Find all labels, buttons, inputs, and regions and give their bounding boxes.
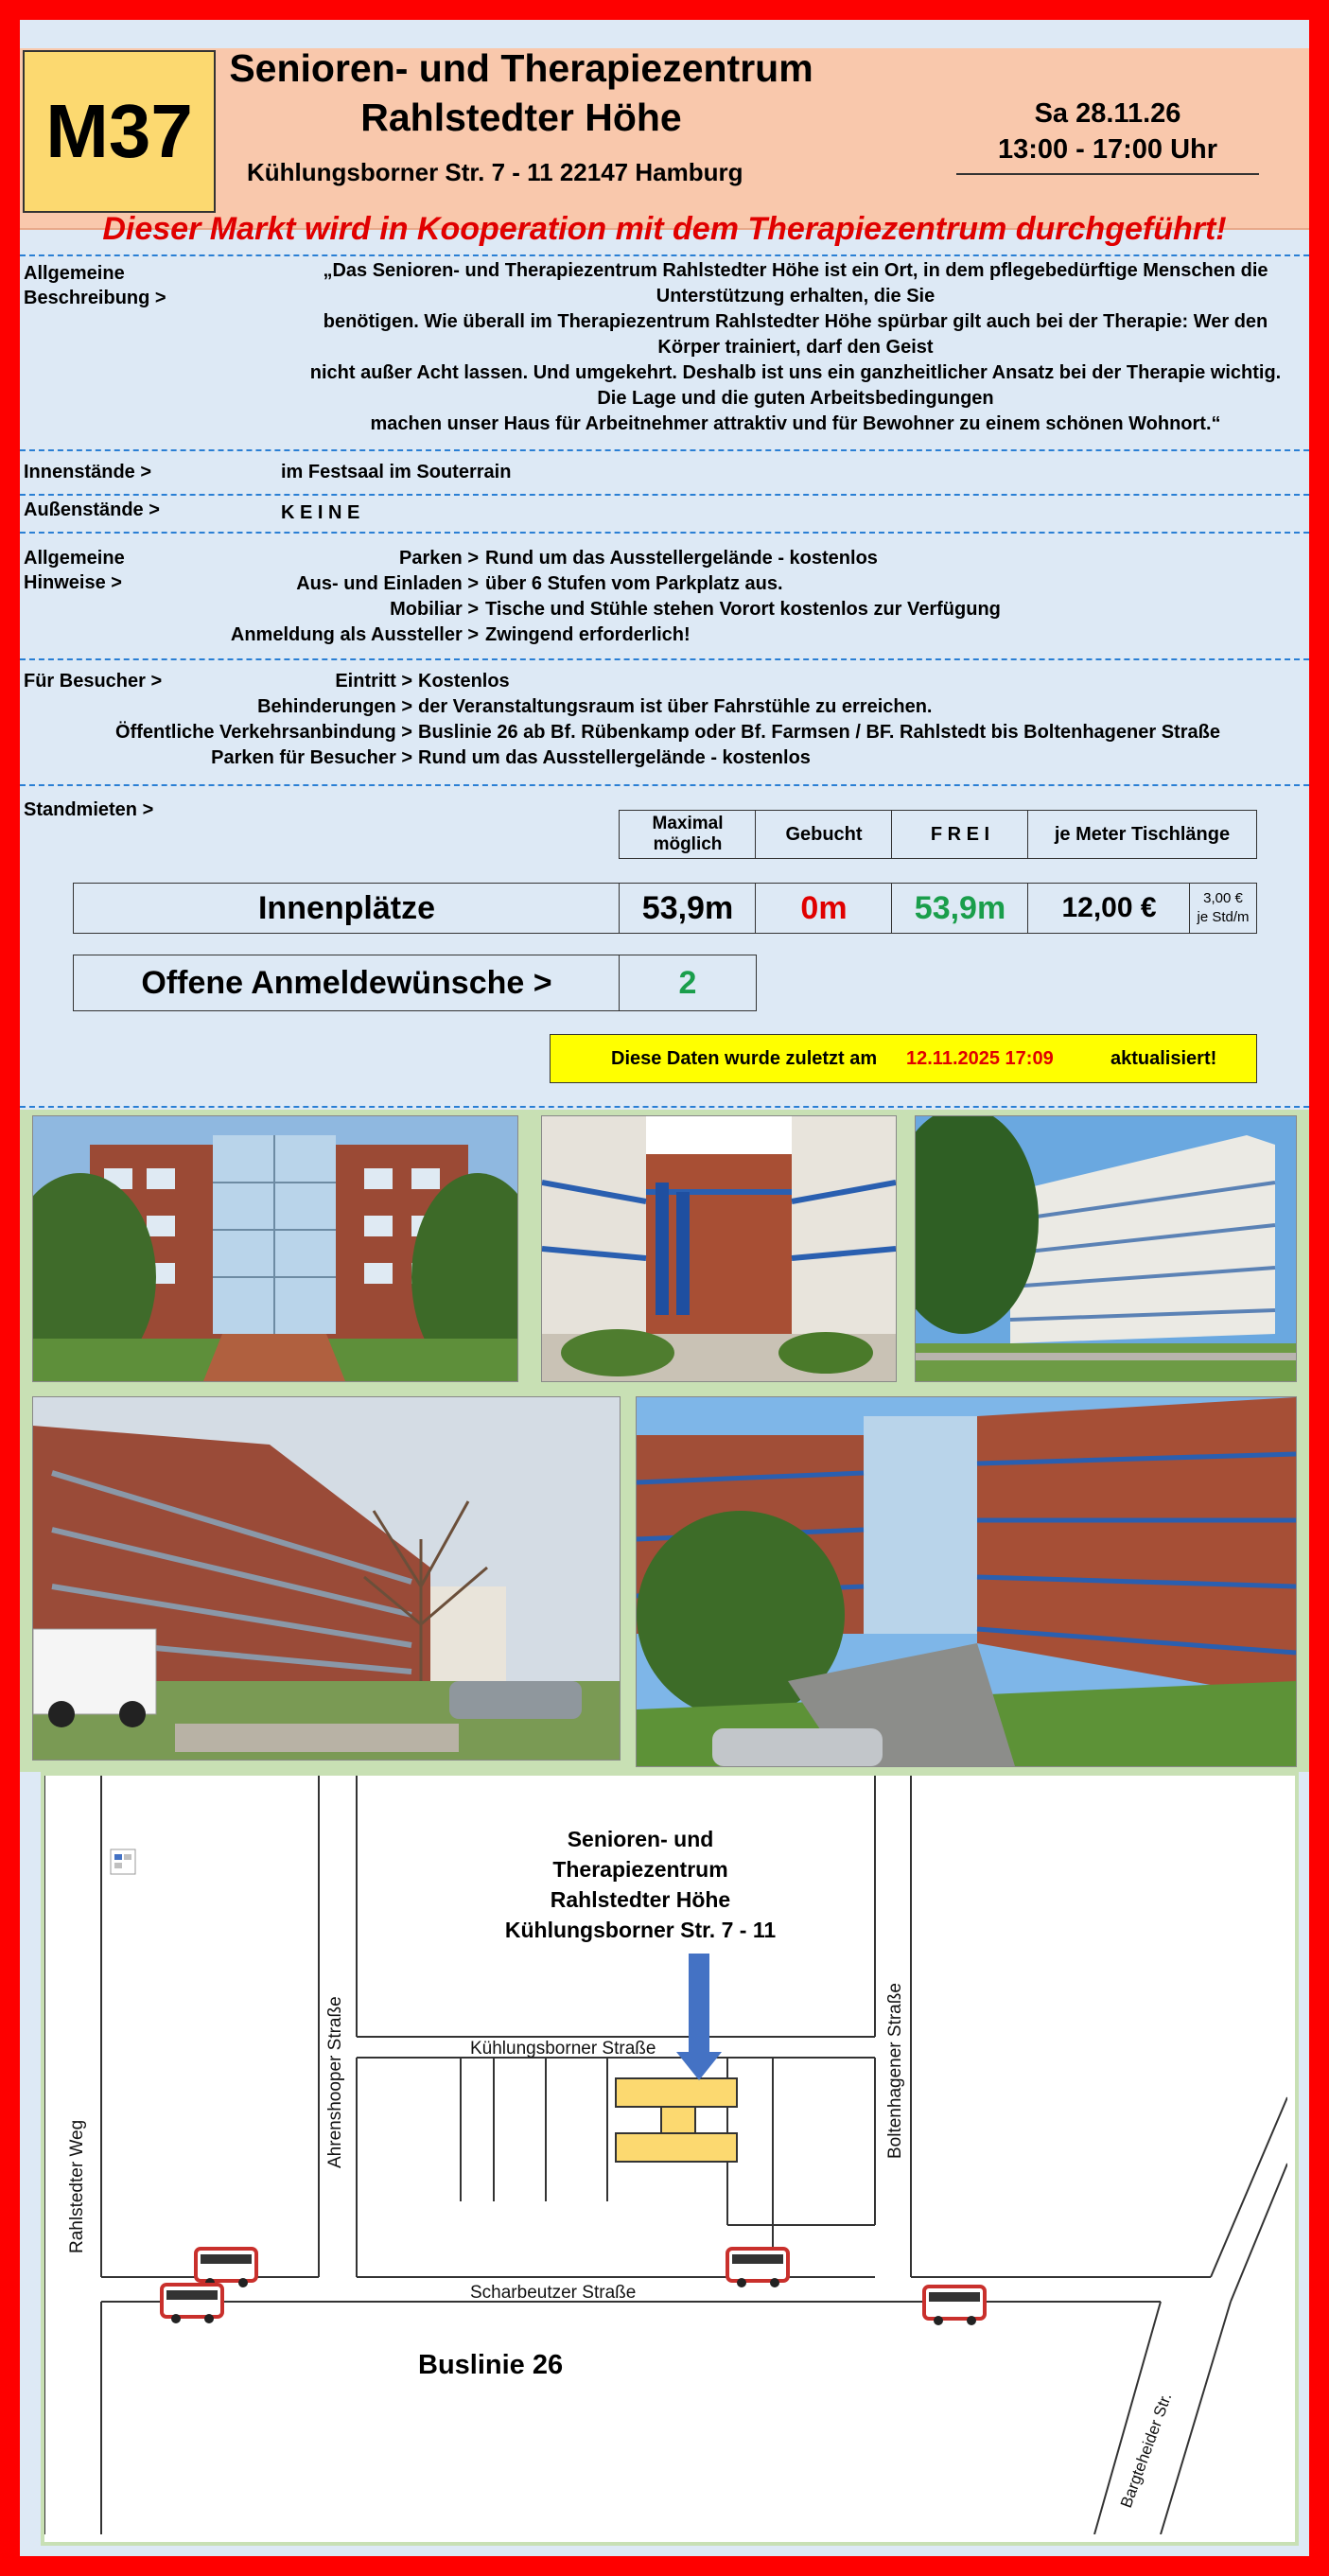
besucher-label: Für Besucher >	[24, 671, 163, 692]
date-box	[956, 96, 1259, 175]
location-map	[41, 1772, 1299, 2546]
row-label-innenplaetze: Innenplätze	[73, 883, 621, 934]
market-badge: M37	[23, 50, 216, 213]
bus-icon	[924, 2287, 985, 2325]
market-sheet	[20, 20, 1309, 2556]
standmieten-label: Standmieten >	[24, 799, 154, 820]
header-booked: Gebucht	[755, 810, 893, 859]
update-suffix: aktualisiert!	[1110, 1047, 1217, 1069]
separator	[20, 254, 1309, 256]
description-label: Allgemeine Beschreibung >	[24, 263, 166, 308]
value-free: 53,9m	[891, 883, 1029, 934]
target-building	[616, 2078, 737, 2162]
innenstaende-label: Innenstände >	[24, 462, 152, 482]
time: 13:00 - 17:00 Uhr	[997, 134, 1218, 165]
title-line2: Rahlstedter Höhe	[360, 96, 682, 139]
value-std-price: 3,00 € je Std/m	[1189, 883, 1257, 934]
street-kuehlungsborner: Kühlungsborner Straße	[470, 2039, 656, 2059]
building-photo-3	[915, 1115, 1297, 1382]
open-requests-value: 2	[619, 955, 757, 1011]
map-location-line2: Therapiezentrum	[552, 1857, 728, 1882]
separator	[20, 1106, 1309, 1108]
separator	[20, 784, 1309, 786]
title-line1: Senioren- und Therapiezentrum	[229, 46, 813, 90]
hinweise-values: Rund um das Ausstellergelände - kostenlos über 6 Stufen vom Parkplatz aus. Tische und Stühle stehen Vorort kostenlos zur Verfügung Zwingend erforderlich!	[485, 548, 1001, 645]
street-ahrenshooper: Ahrenshooper Straße	[325, 1996, 345, 2168]
aussenstaende-value: K E I N E	[281, 502, 360, 523]
description-text: „Das Senioren- und Therapiezentrum Rahlstedter Höhe ist ein Ort, in dem pflegebedürftige Menschen die Unterstützung erhalten, die Sie benötigen. Wie überall im Therapiezentrum Rahlstedter Höhe spürbar gilt auch bei der Therapie: Wer den Körper trainiert, darf den Geist nicht außer Acht lassen. Und umgekehrt. Deshalb ist uns ein ganzheitlicher Ansatz bei der Therapie wichtig. Die Lage und die guten Arbeitsbedingungen machen unser Haus für Arbeitnehmer attraktiv und für Bewohner zu einem schönen Wohnort.“	[309, 260, 1282, 434]
map-placeholder-icon	[111, 1849, 135, 1874]
photo-gallery	[20, 1110, 1309, 1772]
separator	[20, 658, 1309, 660]
value-max: 53,9m	[619, 883, 757, 934]
hinweise-keys: Parken > Aus- und Einladen > Mobiliar > Anmeldung als Aussteller >	[230, 548, 479, 645]
building-photo-5	[636, 1396, 1297, 1767]
building-photo-2	[541, 1115, 897, 1382]
innenstaende-value: im Festsaal im Souterrain	[281, 462, 512, 482]
street-scharbeutzer: Scharbeutzer Straße	[470, 2283, 637, 2303]
bus-icon	[727, 2249, 788, 2287]
header-per-meter: je Meter Tischlänge	[1027, 810, 1257, 859]
cooperation-notice: Dieser Markt wird in Kooperation mit dem Therapiezentrum durchgeführt!	[102, 211, 1227, 247]
besucher-values: Kostenlos der Veranstaltungsraum ist über Fahrstühle zu erreichen. Buslinie 26 ab Bf. Rübenkamp oder Bf. Farmsen / BF. Rahlstedt bis Boltenhagener Straße Rund um das Ausstellergelände - kostenlos	[418, 671, 1220, 768]
building-photo-4	[32, 1396, 621, 1761]
street-rahlstedter: Rahlstedter Weg	[67, 2119, 87, 2253]
header-max: Maximal möglich	[619, 810, 757, 859]
bus-icon	[196, 2249, 256, 2287]
open-requests-label: Offene Anmeldewünsche >	[73, 955, 621, 1011]
bus-line-label: Buslinie 26	[418, 2350, 564, 2380]
map-location-line4: Kühlungsborner Str. 7 - 11	[504, 1918, 777, 1942]
separator	[20, 449, 1309, 451]
map-location-line1: Senioren- und	[567, 1827, 714, 1851]
hinweise-label: Allgemeine Hinweise >	[24, 548, 125, 593]
building-photo-1	[32, 1115, 518, 1382]
street-bargteheider: Bargteheider Str.	[1116, 2390, 1176, 2511]
update-notice	[550, 1034, 1257, 1083]
update-prefix: Diese Daten wurde zuletzt am	[611, 1047, 878, 1069]
value-booked: 0m	[755, 883, 893, 934]
besucher-keys: Eintritt > Behinderungen > Öffentliche Verkehrsanbindung > Parken für Besucher >	[115, 671, 412, 768]
aussenstaende-label: Außenstände >	[24, 499, 160, 520]
location-arrow	[676, 1954, 722, 2080]
street-map	[44, 1776, 1287, 2534]
update-timestamp: 12.11.2025 17:09	[906, 1047, 1054, 1069]
header-free: F R E I	[891, 810, 1029, 859]
street-boltenhagener: Boltenhagener Straße	[885, 1983, 905, 2159]
separator	[20, 494, 1309, 496]
map-location-line3: Rahlstedter Höhe	[550, 1887, 731, 1912]
date: Sa 28.11.26	[1034, 98, 1181, 129]
bus-icon	[162, 2285, 222, 2323]
value-price: 12,00 €	[1027, 883, 1191, 934]
address: Kühlungsborner Str. 7 - 11 22147 Hamburg	[247, 158, 743, 186]
top-strip	[20, 20, 1309, 48]
separator	[20, 532, 1309, 534]
